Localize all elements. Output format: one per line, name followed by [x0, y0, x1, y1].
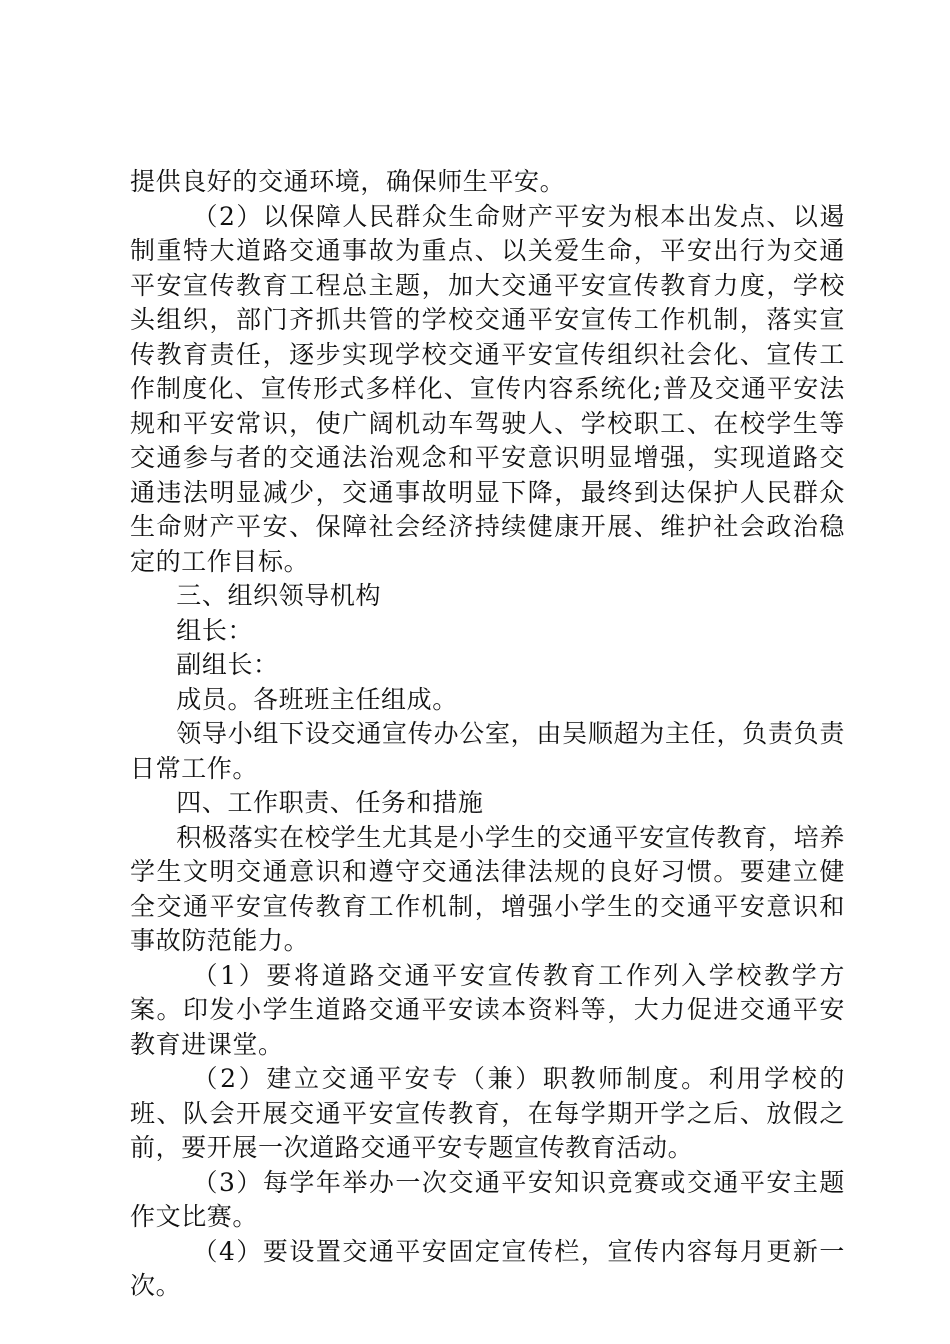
paragraph-office: 领导小组下设交通宣传办公室，由吴顺超为主任，负责负责日常工作。 [130, 719, 845, 783]
paragraph-duties-intro: 积极落实在校学生尤其是小学生的交通平安宣传教育，培养学生文明交通意识和遵守交通法律法规的良好习惯。要建立健全交通平安宣传教育工作机制，增强小学生的交通平安意识和事故防范能力。 [130, 822, 845, 955]
paragraph-continuation: 提供良好的交通环境，确保师生平安。 [130, 167, 566, 196]
paragraph-measure-2: （2）建立交通平安专（兼）职教师制度。利用学校的班、队会开展交通平安宣传教育，在每学期开学之后、放假之前，要开展一次道路交通平安专题宣传教育活动。 [130, 1064, 845, 1162]
deputy-leader-line: 副组长： [176, 650, 279, 679]
paragraph-measure-1: （1）要将道路交通平安宣传教育工作列入学校教学方案。印发小学生道路交通平安读本资料等，大力促进交通平安教育进课堂。 [130, 960, 845, 1059]
leader-line: 组长： [176, 615, 254, 645]
paragraph-goal-2: （2）以保障人民群众生命财产平安为根本出发点、以遏制重特大道路交通事故为重点、以关爱生命，平安出行为交通平安宣传教育工程总主题，加大交通平安宣传教育力度，学校头组织，部门齐抓共管的学校交通平安宣传工作机制，落实宣传教育责任，逐步实现学校交通平安宣传组织社会化、宣传工作制度化、宣传形式多样化、宣传内容系统化;普及交通平安法规和平安常识，使广阔机动车驾驶人、学校职工、在校学生等交通参与者的交通法治观念和平安意识明显增强，实现道路交通违法明显减少，交通事故明显下降，最终到达保护人民群众生命财产平安、保障社会经济持续健康开展、维护社会政治稳定的工作目标。 [130, 201, 845, 576]
section-heading-duties: 四、工作职责、任务和措施 [176, 788, 484, 817]
paragraph-measure-4: （4）要设置交通平安固定宣传栏，宣传内容每月更新一次。 [130, 1236, 845, 1300]
paragraph-measure-3: （3）每学年举办一次交通平安知识竞赛或交通平安主题作文比赛。 [130, 1167, 845, 1231]
section-heading-organization: 三、组织领导机构 [176, 581, 382, 610]
document-body [130, 165, 845, 1304]
members-line: 成员。各班班主任组成。 [176, 684, 458, 714]
